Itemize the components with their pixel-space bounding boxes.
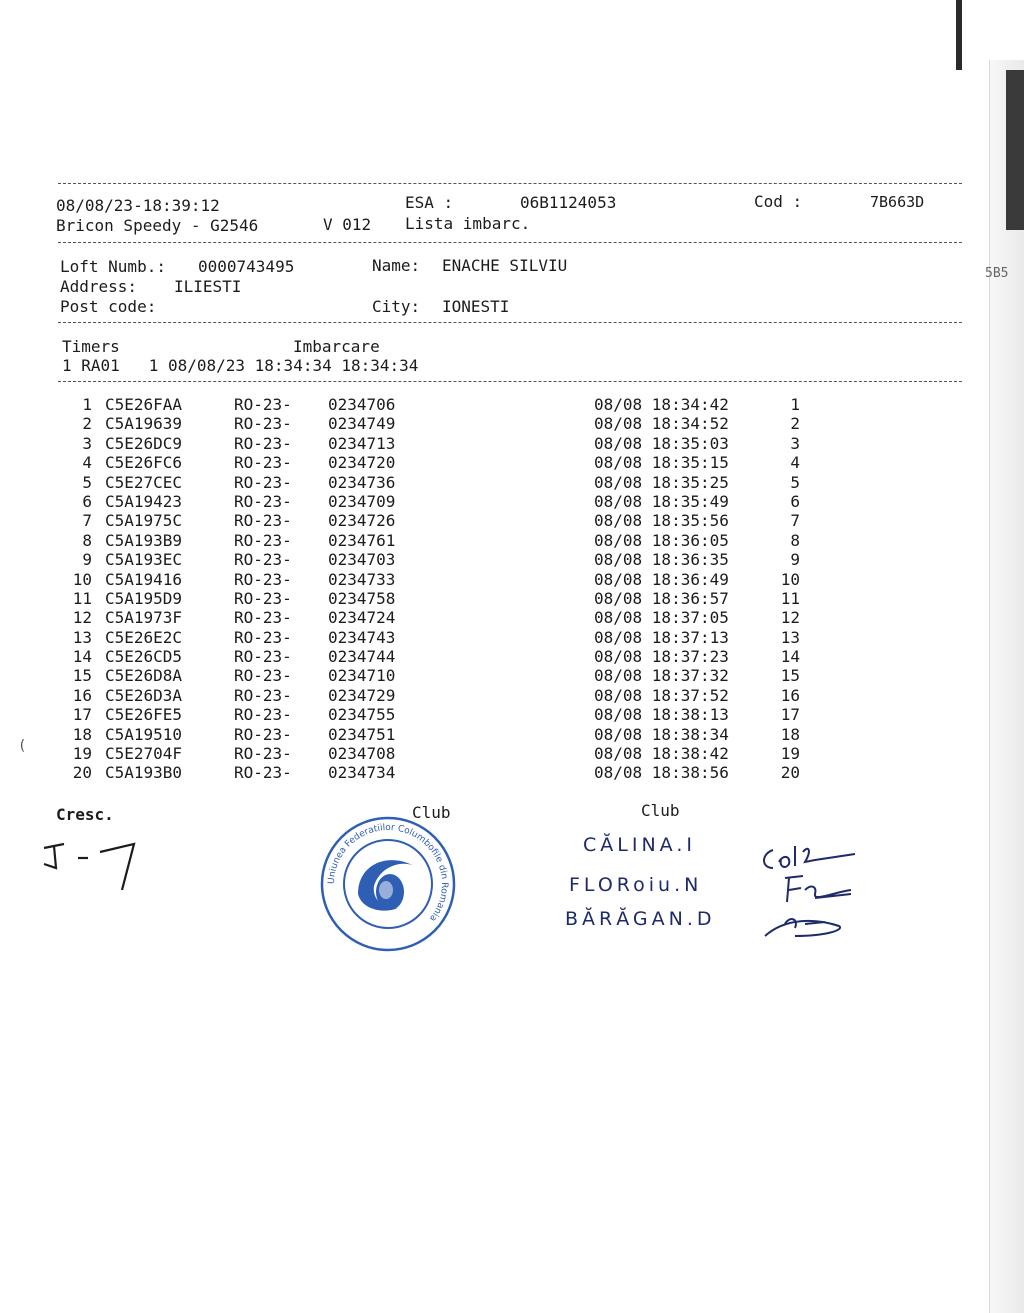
ring-prefix: RO-23- (234, 511, 292, 531)
list-title: Lista imbarc. (405, 214, 531, 233)
name-value: ENACHE SILVIU (442, 256, 568, 275)
row-number: 20 (72, 763, 92, 783)
table-row (60, 434, 820, 453)
basketing-time: 08/08 18:37:23 (594, 647, 729, 667)
ring-number: 0234749 (328, 414, 396, 434)
row-number: 8 (82, 530, 92, 550)
pigeon-chip-id: C5A193B0 (105, 763, 183, 783)
basketing-time: 08/08 18:36:05 (594, 530, 729, 550)
order-number: 2 (790, 414, 800, 434)
handwritten-name-1: CĂLINA.I (583, 834, 696, 856)
city-value: IONESTI (442, 297, 510, 316)
row-number: 14 (72, 647, 92, 667)
pigeon-chip-id: C5E2704F (105, 744, 183, 764)
esa-value: 06B1124053 (520, 193, 617, 212)
order-number: 12 (780, 608, 800, 628)
ring-number: 0234724 (328, 608, 396, 628)
breeder-signature (38, 834, 148, 894)
basketing-time: 08/08 18:36:57 (594, 588, 729, 608)
pigeon-chip-id: C5E26FAA (105, 395, 183, 414)
ring-prefix: RO-23- (234, 627, 292, 647)
edge-text: 5B5 (985, 266, 1009, 281)
basketing-time: 08/08 18:37:52 (594, 685, 729, 705)
ring-prefix: RO-23- (234, 763, 292, 783)
basketing-time: 08/08 18:35:03 (594, 433, 729, 453)
pigeon-chip-id: C5A193B9 (105, 530, 183, 550)
table-row (60, 531, 820, 550)
ring-prefix: RO-23- (234, 530, 292, 550)
basketing-time: 08/08 18:34:42 (594, 395, 729, 414)
pigeon-chip-id: C5A19423 (105, 491, 183, 511)
divider (58, 183, 962, 184)
basketing-time: 08/08 18:38:34 (594, 724, 729, 744)
name-label: Name: (372, 256, 421, 275)
table-row (60, 473, 820, 492)
cresc-label: Cresc. (56, 805, 114, 824)
table-row (60, 628, 820, 647)
city-label: City: (372, 297, 421, 316)
device-name: Bricon Speedy - G2546 (56, 216, 259, 235)
order-number: 5 (790, 472, 800, 492)
table-row (60, 744, 820, 763)
paper-shadow (1006, 70, 1024, 230)
cod-label: Cod : (754, 192, 803, 211)
pigeon-chip-id: C5A19639 (105, 414, 183, 434)
ring-number: 0234758 (328, 588, 396, 608)
row-number: 1 (82, 395, 92, 414)
table-row (60, 705, 820, 724)
handwritten-name-2: FLORoiu.N (569, 874, 703, 896)
loft-numb-value: 0000743495 (198, 257, 295, 276)
basketing-time: 08/08 18:38:56 (594, 763, 729, 783)
table-row (60, 492, 820, 511)
pigeon-chip-id: C5A195D9 (105, 588, 183, 608)
row-number: 10 (72, 569, 92, 589)
timers-label: Timers (62, 337, 120, 356)
timer-line: 1 RA01 1 08/08/23 18:34:34 18:34:34 (62, 356, 419, 375)
pigeon-chip-id: C5E26CD5 (105, 647, 183, 667)
ring-prefix: RO-23- (234, 550, 292, 570)
divider (58, 322, 962, 323)
address-value: ILIESTI (174, 277, 242, 296)
pigeon-chip-id: C5E26FC6 (105, 453, 183, 473)
pigeon-chip-id: C5E26D3A (105, 685, 183, 705)
order-number: 13 (780, 627, 800, 647)
pigeon-chip-id: C5A1973F (105, 608, 183, 628)
stray-mark: ( (18, 738, 27, 754)
ring-prefix: RO-23- (234, 433, 292, 453)
table-row (60, 725, 820, 744)
post-code-label: Post code: (60, 297, 157, 316)
ring-prefix: RO-23- (234, 453, 292, 473)
ring-number: 0234710 (328, 666, 396, 686)
table-row (60, 647, 820, 666)
basketing-time: 08/08 18:35:25 (594, 472, 729, 492)
ring-number: 0234720 (328, 453, 396, 473)
paper-edge (956, 0, 962, 70)
paper-edge-right (989, 60, 1024, 1313)
ring-number: 0234709 (328, 491, 396, 511)
ring-prefix: RO-23- (234, 647, 292, 667)
stamp-text: Uniunea Federatiilor Columbofile din Romania (326, 822, 450, 923)
row-number: 5 (82, 472, 92, 492)
pigeon-chip-id: C5E26DC9 (105, 433, 183, 453)
table-row (60, 414, 820, 433)
order-number: 11 (780, 588, 800, 608)
ring-number: 0234751 (328, 724, 396, 744)
pigeon-chip-id: C5A19416 (105, 569, 183, 589)
table-row (60, 395, 820, 414)
ring-number: 0234733 (328, 569, 396, 589)
pigeon-chip-id: C5A1975C (105, 511, 183, 531)
esa-label: ESA : (405, 193, 454, 212)
row-number: 12 (72, 608, 92, 628)
table-row (60, 666, 820, 685)
basketing-time: 08/08 18:36:49 (594, 569, 729, 589)
pigeon-chip-id: C5A193EC (105, 550, 183, 570)
basketing-time: 08/08 18:35:15 (594, 453, 729, 473)
device-version: V 012 (323, 215, 372, 234)
pigeon-chip-id: C5E26D8A (105, 666, 183, 686)
row-number: 18 (72, 724, 92, 744)
handwritten-name-3: BĂRĂGAN.D (565, 908, 716, 930)
ring-number: 0234726 (328, 511, 396, 531)
pigeon-chip-id: C5E27CEC (105, 472, 183, 492)
ring-prefix: RO-23- (234, 472, 292, 492)
row-number: 11 (72, 588, 92, 608)
pigeon-chip-id: C5E26FE5 (105, 705, 183, 725)
row-number: 7 (82, 511, 92, 531)
order-number: 7 (790, 511, 800, 531)
ring-number: 0234706 (328, 395, 396, 414)
pigeon-chip-id: C5E26E2C (105, 627, 183, 647)
row-number: 6 (82, 491, 92, 511)
basketing-time: 08/08 18:34:52 (594, 414, 729, 434)
row-number: 4 (82, 453, 92, 473)
table-row (60, 763, 820, 782)
club-signatures (755, 832, 875, 952)
divider (58, 242, 962, 243)
order-number: 18 (780, 724, 800, 744)
basketing-time: 08/08 18:37:13 (594, 627, 729, 647)
basketing-time: 08/08 18:35:49 (594, 491, 729, 511)
table-row (60, 686, 820, 705)
basketing-time: 08/08 18:36:35 (594, 550, 729, 570)
ring-number: 0234755 (328, 705, 396, 725)
order-number: 19 (780, 744, 800, 764)
basketing-time: 08/08 18:35:56 (594, 511, 729, 531)
row-number: 16 (72, 685, 92, 705)
order-number: 4 (790, 453, 800, 473)
imbarcare-label: Imbarcare (293, 337, 380, 356)
order-number: 10 (780, 569, 800, 589)
table-row (60, 453, 820, 472)
basketing-list (60, 395, 820, 783)
order-number: 15 (780, 666, 800, 686)
row-number: 9 (82, 550, 92, 570)
ring-prefix: RO-23- (234, 724, 292, 744)
ring-prefix: RO-23- (234, 608, 292, 628)
print-datetime: 08/08/23-18:39:12 (56, 196, 220, 215)
ring-number: 0234713 (328, 433, 396, 453)
order-number: 6 (790, 491, 800, 511)
ring-prefix: RO-23- (234, 414, 292, 434)
ring-number: 0234734 (328, 763, 396, 783)
pigeon-chip-id: C5A19510 (105, 724, 183, 744)
ring-number: 0234744 (328, 647, 396, 667)
divider (58, 381, 962, 382)
ring-prefix: RO-23- (234, 569, 292, 589)
row-number: 15 (72, 666, 92, 686)
row-number: 17 (72, 705, 92, 725)
ring-number: 0234743 (328, 627, 396, 647)
loft-numb-label: Loft Numb.: (60, 257, 166, 276)
order-number: 14 (780, 647, 800, 667)
order-number: 20 (780, 763, 800, 783)
order-number: 17 (780, 705, 800, 725)
row-number: 3 (82, 433, 92, 453)
row-number: 2 (82, 414, 92, 434)
basketing-time: 08/08 18:37:32 (594, 666, 729, 686)
basketing-time: 08/08 18:37:05 (594, 608, 729, 628)
order-number: 9 (790, 550, 800, 570)
order-number: 16 (780, 685, 800, 705)
order-number: 1 (790, 395, 800, 414)
ring-number: 0234729 (328, 685, 396, 705)
table-row (60, 608, 820, 627)
cod-value: 7B663D (870, 193, 925, 211)
ring-prefix: RO-23- (234, 685, 292, 705)
ring-number: 0234703 (328, 550, 396, 570)
table-row (60, 511, 820, 530)
club-label-1: Club (412, 803, 451, 822)
club-stamp (318, 814, 458, 954)
ring-number: 0234708 (328, 744, 396, 764)
basketing-time: 08/08 18:38:42 (594, 744, 729, 764)
order-number: 8 (790, 530, 800, 550)
club-label-2: Club (641, 801, 680, 820)
ring-prefix: RO-23- (234, 705, 292, 725)
ring-prefix: RO-23- (234, 666, 292, 686)
table-row (60, 570, 820, 589)
ring-number: 0234761 (328, 530, 396, 550)
row-number: 13 (72, 627, 92, 647)
table-row (60, 589, 820, 608)
ring-number: 0234736 (328, 472, 396, 492)
ring-prefix: RO-23- (234, 395, 292, 414)
order-number: 3 (790, 433, 800, 453)
ring-prefix: RO-23- (234, 744, 292, 764)
address-label: Address: (60, 277, 138, 296)
table-row (60, 550, 820, 569)
ring-prefix: RO-23- (234, 491, 292, 511)
ring-prefix: RO-23- (234, 588, 292, 608)
row-number: 19 (72, 744, 92, 764)
basketing-time: 08/08 18:38:13 (594, 705, 729, 725)
